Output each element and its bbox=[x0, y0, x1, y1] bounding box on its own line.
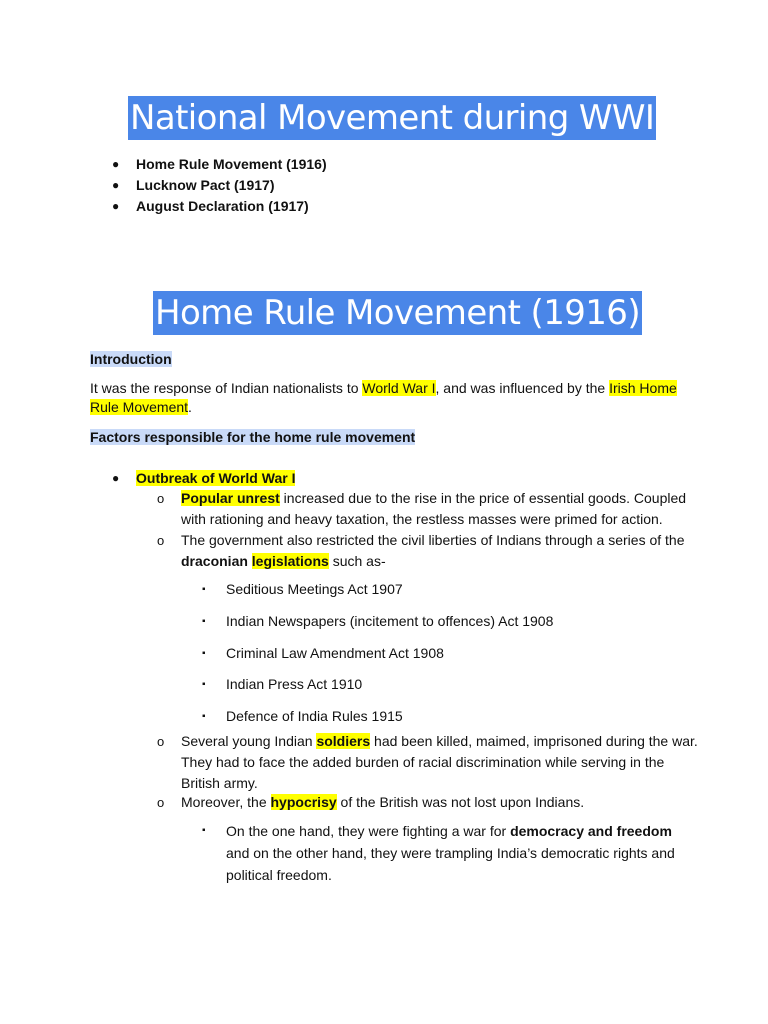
bullet-icon: ● bbox=[112, 157, 120, 171]
sub-sub-item-democracy: ▪ On the one hand, they were fighting a war for democracy and freedom and on the other hand, they were trampling India’s democratic rights and political freedom. bbox=[202, 820, 696, 886]
act-item: ▪ Criminal Law Amendment Act 1908 bbox=[202, 643, 696, 664]
circle-bullet-icon: o bbox=[157, 533, 165, 548]
circle-bullet-icon: o bbox=[157, 491, 165, 506]
list-item: ● Lucknow Pact (1917) bbox=[112, 175, 327, 196]
highlight: Irish Home Rule Movement bbox=[90, 380, 677, 415]
square-bullet-icon: ▪ bbox=[202, 711, 206, 722]
square-bullet-icon: ▪ bbox=[202, 679, 206, 690]
highlight: World War I bbox=[362, 380, 436, 396]
bullet-icon: ● bbox=[112, 178, 120, 192]
act-item: ▪ Indian Press Act 1910 bbox=[202, 674, 696, 695]
sub-item-hypocrisy: o Moreover, the hypocrisy of the British was not lost upon Indians. bbox=[157, 792, 701, 813]
page-title: National Movement during WWI bbox=[130, 98, 655, 138]
bullet-icon: ● bbox=[112, 471, 120, 485]
square-bullet-icon: ▪ bbox=[202, 825, 206, 836]
introduction-paragraph: It was the response of Indian nationalists to World War I, and was influenced by the Irish Home Rule Movement. bbox=[90, 380, 677, 415]
act-item: ▪ Indian Newspapers (incitement to offences) Act 1908 bbox=[202, 611, 696, 632]
square-bullet-icon: ▪ bbox=[202, 584, 206, 595]
factors-heading: Factors responsible for the home rule movement bbox=[90, 429, 416, 445]
circle-bullet-icon: o bbox=[157, 795, 165, 810]
act-item: ▪ Defence of India Rules 1915 bbox=[202, 706, 696, 727]
sub-item-popular-unrest: o Popular unrest increased due to the rise in the price of essential goods. Coupled with rationing and heavy taxation, the restless masses were primed for action. bbox=[157, 490, 687, 527]
square-bullet-icon: ▪ bbox=[202, 616, 206, 627]
list-item: ● Home Rule Movement (1916) bbox=[112, 154, 327, 175]
sub-item-civil-liberties: o The government also restricted the civil liberties of Indians through a series of the draconian legislations such as- bbox=[157, 532, 685, 569]
sub-item-soldiers: o Several young Indian soldiers had been killed, maimed, imprisoned during the war. They had to face the added burden of racial discrimination while serving in the British army. bbox=[157, 733, 698, 791]
circle-bullet-icon: o bbox=[157, 734, 165, 749]
act-item: ▪ Seditious Meetings Act 1907 bbox=[202, 579, 696, 600]
list-item: ● August Declaration (1917) bbox=[112, 196, 327, 217]
introduction-heading: Introduction bbox=[90, 351, 172, 367]
bullet-icon: ● bbox=[112, 199, 120, 213]
topic-list bbox=[112, 154, 327, 217]
square-bullet-icon: ▪ bbox=[202, 648, 206, 659]
bullet-outbreak: ● Outbreak of World War I bbox=[112, 470, 296, 486]
section-title: Home Rule Movement (1916) bbox=[155, 293, 640, 333]
